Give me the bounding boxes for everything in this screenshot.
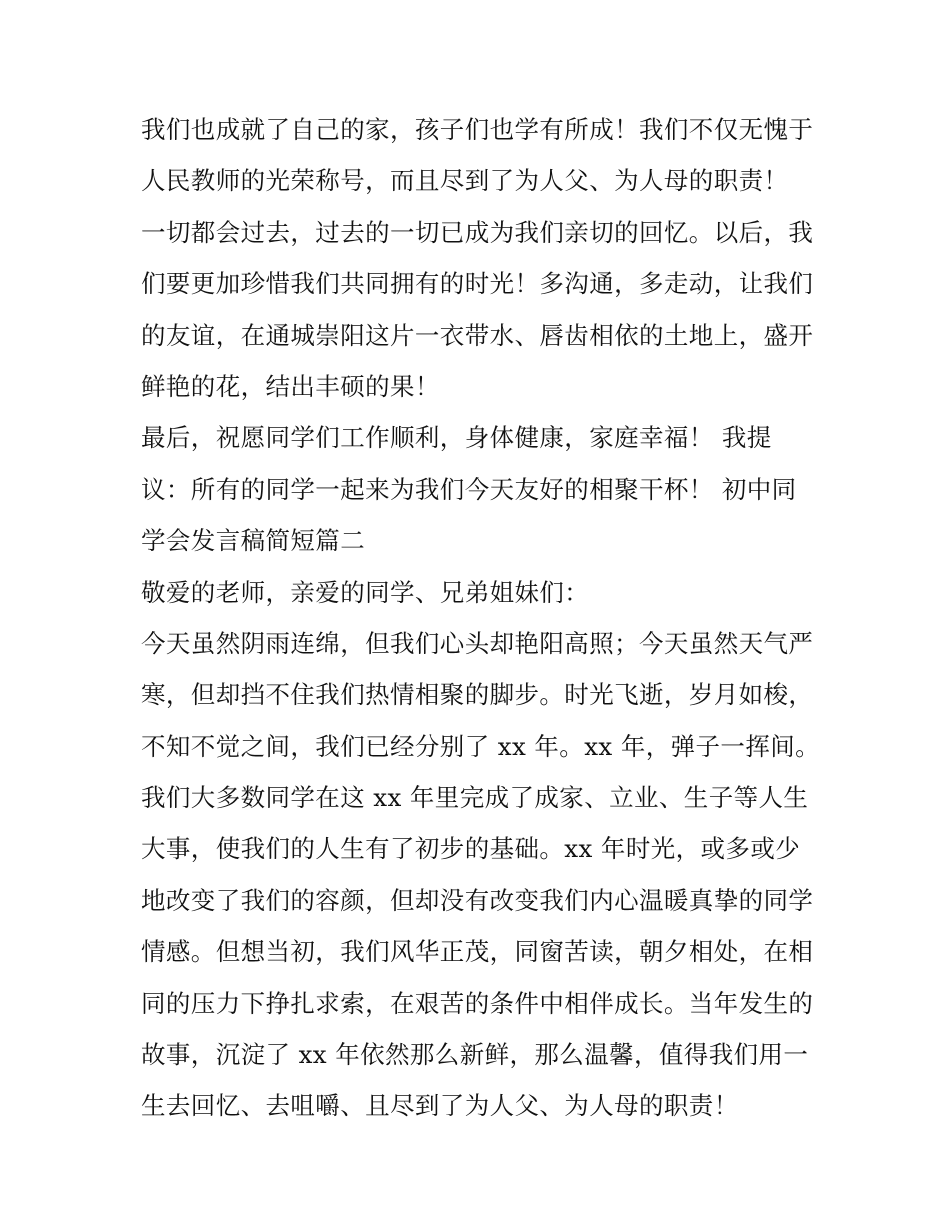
text-line: 的友谊，在通城崇阳这片一衣带水、唇齿相依的土地上，盛开 (141, 320, 814, 350)
text-line: 不知不觉之间，我们已经分别了 xx 年。xx 年，弹子一挥间。 (141, 731, 821, 761)
text-line: 我们大多数同学在这 xx 年里完成了成家、立业、生子等人生 (141, 783, 809, 813)
text-line: 情感。但想当初，我们风华正茂，同窗苦读，朝夕相处，在相 (141, 937, 814, 967)
text-line: 一切都会过去，过去的一切已成为我们亲切的回忆。以后，我 (141, 217, 814, 247)
text-line: 们要更加珍惜我们共同拥有的时光！多沟通，多走动，让我们 (141, 269, 814, 299)
text-line: 人民教师的光荣称号，而且尽到了为人父、为人母的职责！ (141, 166, 789, 196)
text-line: 议：所有的同学一起来为我们今天友好的相聚干杯！ 初中同 (141, 474, 797, 504)
salutation: 敬爱的老师，亲爱的同学、兄弟姐妹们： (141, 577, 590, 607)
text-line: 我们也成就了自己的家，孩子们也学有所成！我们不仅无愧于 (141, 115, 814, 144)
document-body (141, 104, 831, 1132)
text-line: 最后，祝愿同学们工作顺利，身体健康，家庭幸福！ 我提 (141, 423, 772, 453)
text-line: 寒，但却挡不住我们热情相聚的脚步。时光飞逝，岁月如梭， (141, 680, 814, 710)
text-line: 生去回忆、去咀嚼、且尽到了为人父、为人母的职责！ (141, 1091, 739, 1121)
text-line: 地改变了我们的容颜，但却没有改变我们内心温暖真挚的同学 (141, 885, 814, 915)
text-line: 大事，使我们的人生有了初步的基础。xx 年时光，或多或少 (141, 834, 801, 864)
text-line: 故事，沉淀了 xx 年依然那么新鲜，那么温馨，值得我们用一 (141, 1040, 809, 1070)
section-title: 学会发言稿简短篇二 (141, 526, 366, 556)
text-line: 同的压力下挣扎求索，在艰苦的条件中相伴成长。当年发生的 (141, 988, 814, 1018)
text-line: 今天虽然阴雨连绵，但我们心头却艳阳高照；今天虽然天气严 (141, 628, 814, 658)
text-line: 鲜艳的花，结出丰硕的果！ (141, 371, 440, 401)
